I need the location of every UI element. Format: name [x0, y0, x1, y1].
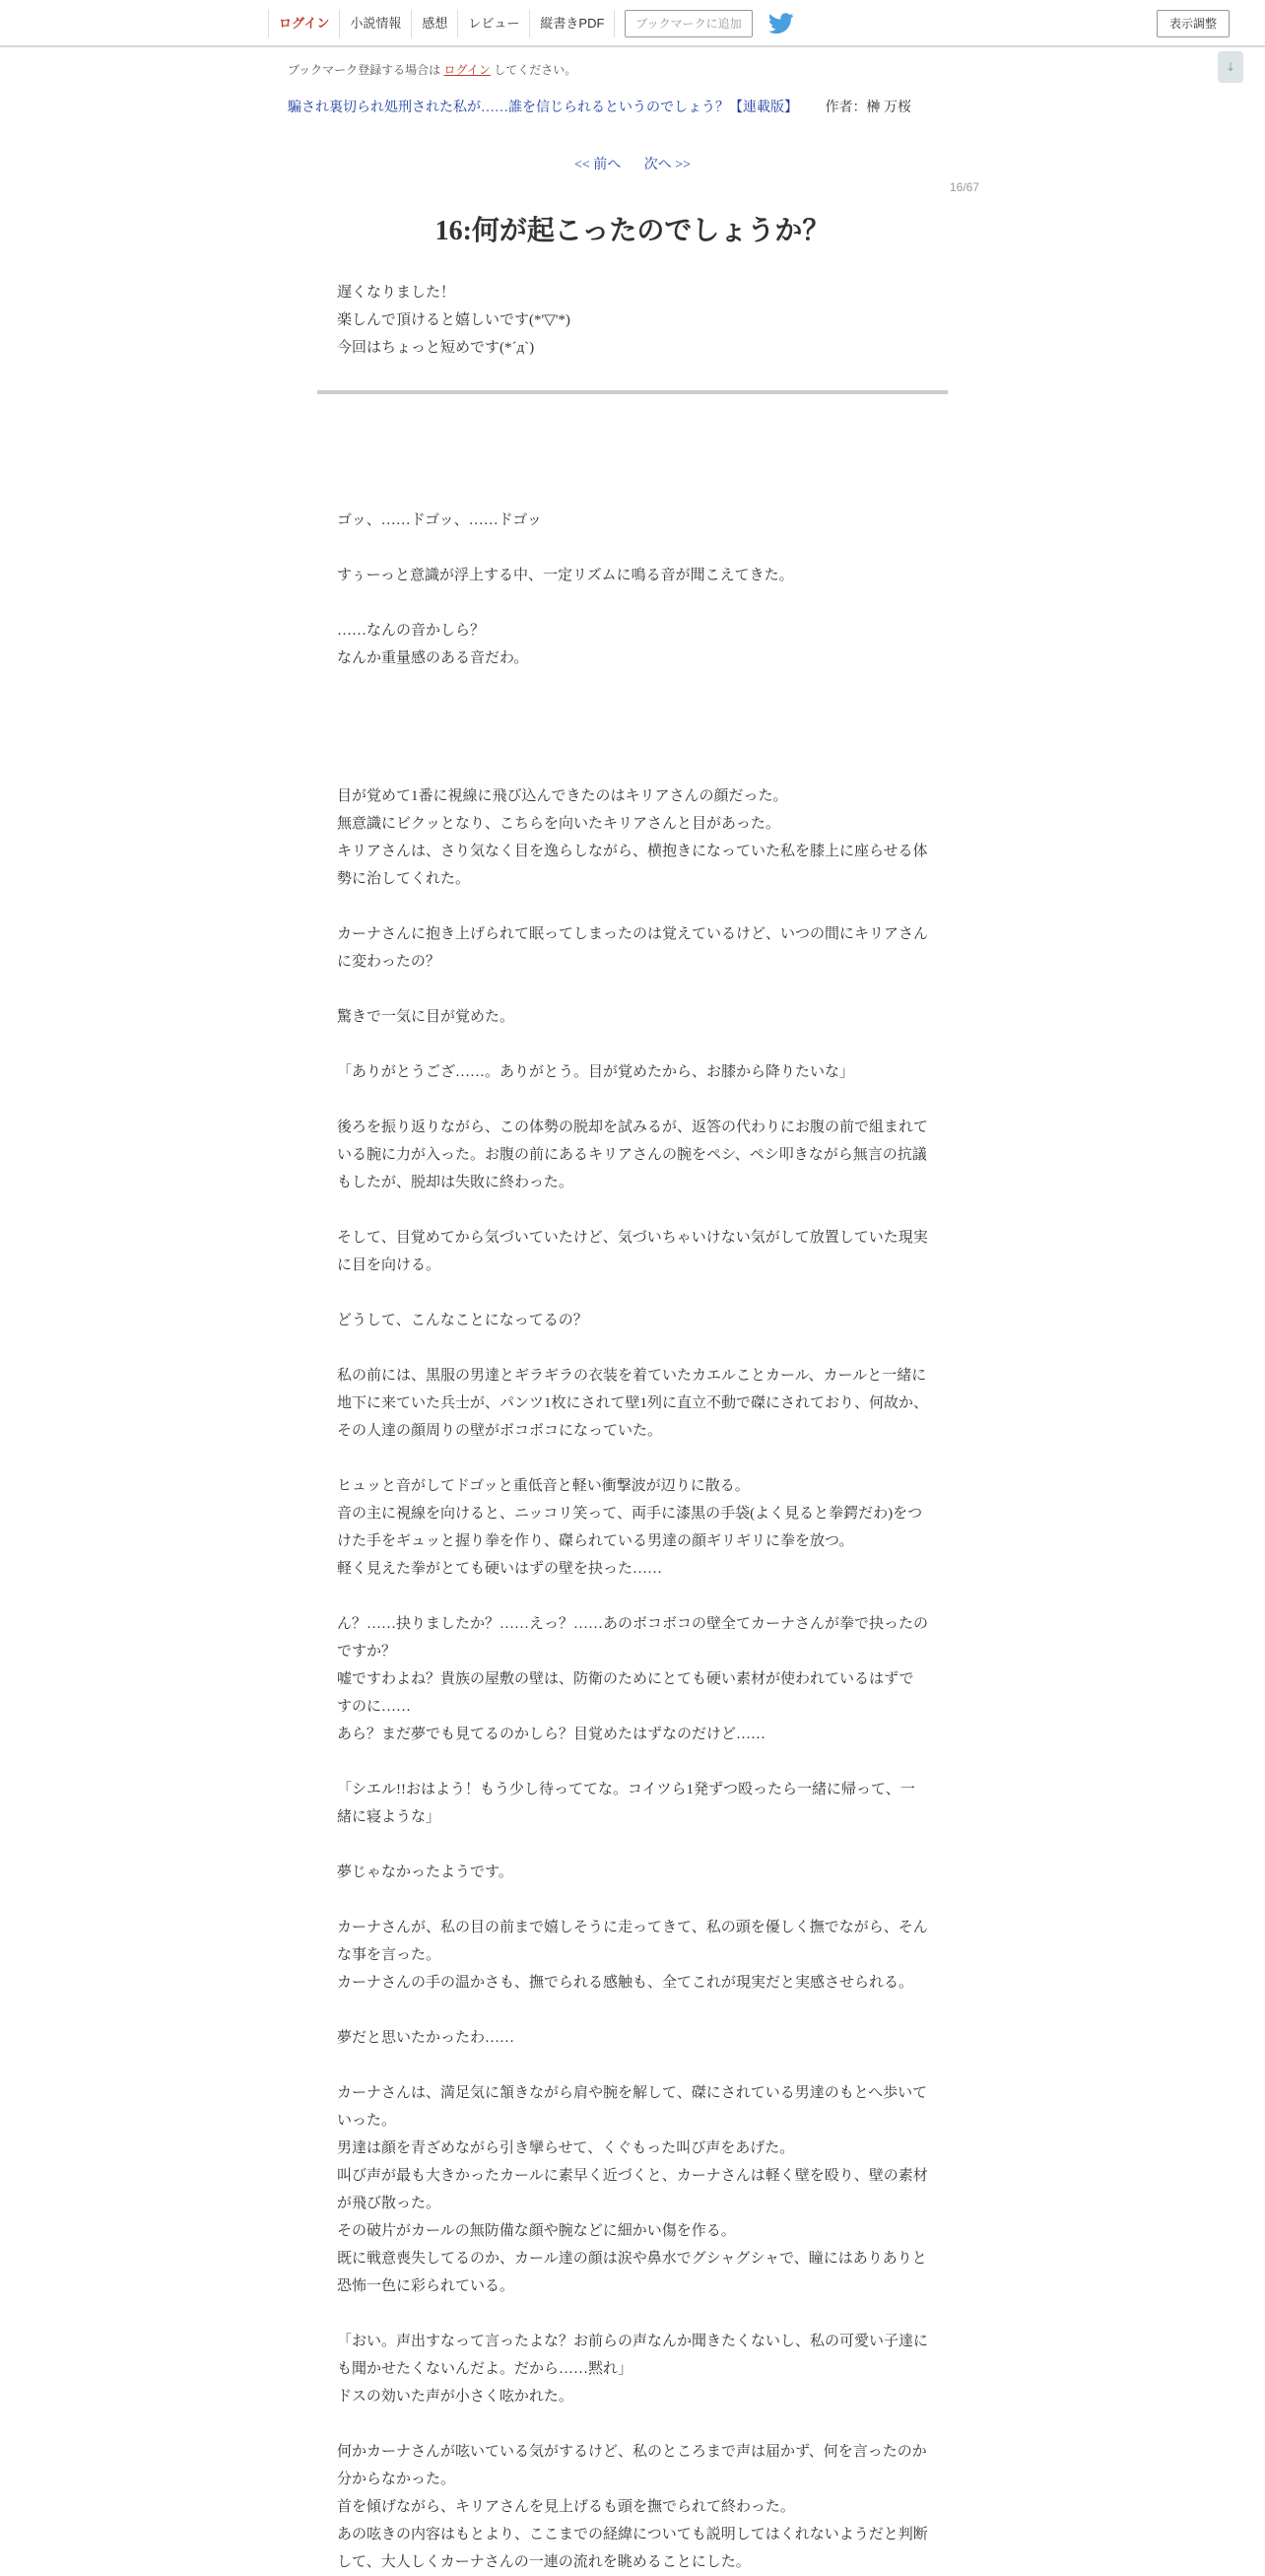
body-paragraph: 嘘ですわよね？貴族の屋敷の壁は、防衛のためにとても硬い素材が使われているはずですのに…… — [337, 1671, 914, 1715]
body-paragraph: なんか重量感のある音だわ。 — [337, 650, 529, 666]
body-paragraph: 夢じゃなかったようです。 — [337, 1864, 513, 1880]
body-paragraph: どうして、こんなことになってるの？ — [337, 1313, 588, 1328]
body-paragraph — [337, 727, 928, 755]
display-settings-button[interactable]: 表示調整 — [1157, 10, 1230, 37]
body-paragraph: カーナさんに抱き上げられて眠ってしまったのは覚えているけど、いつの間にキリアさんに変わったの？ — [337, 926, 929, 970]
body-paragraph — [337, 1086, 928, 1114]
body-paragraph: ドスの効いた声が小さく呟かれた。 — [337, 2389, 573, 2405]
body-paragraph — [337, 672, 928, 700]
body-paragraph — [337, 2052, 928, 2079]
body-paragraph — [337, 589, 928, 617]
body-paragraph — [337, 2410, 928, 2438]
body-paragraph: 驚きで一気に目が覚めた。 — [337, 1009, 515, 1025]
body-paragraph: ゴッ、……ドゴッ、……ドゴッ — [337, 512, 542, 528]
body-paragraph — [337, 534, 928, 562]
nav-novel-info[interactable]: 小説情報 — [339, 10, 411, 37]
body-paragraph — [337, 893, 928, 920]
nav-review[interactable]: レビュー — [457, 10, 529, 37]
preface-divider — [317, 390, 948, 394]
body-paragraph — [337, 1334, 928, 1362]
body-paragraph: カーナさんは、満足気に頷きながら肩や腕を解して、磔にされている男達のもとへ歩いていった。 — [337, 2085, 928, 2129]
body-paragraph: 「シエル!!おはよう！もう少し待っててな。コイツら1発ずつ殴ったら一緒に帰って、一緒に寝ような」 — [337, 1782, 915, 1825]
body-paragraph: 目が覚めて1番に視線に飛び込んできたのはキリアさんの顔だった。 — [337, 788, 788, 804]
body-paragraph: 夢だと思いたかったわ…… — [337, 2030, 515, 2046]
body-paragraph: カーナさんの手の温かさも、撫でられる感触も、全てこれが現実だと実感させられる。 — [337, 1975, 914, 1991]
scroll-down-icon[interactable]: ↓ — [1218, 51, 1243, 83]
novel-title-link[interactable]: 騙され裏切られ処刑された私が……誰を信じられるというのでしょう？【連載版】 — [288, 101, 798, 115]
body-paragraph: 後ろを振り返りながら、この体勢の脱却を試みるが、返答の代わりにお腹の前で組まれている腕に力が入った。お腹の前にあるキリアさんの腕をペシ、ペシ叩きながら無言の抗議もしたが、脱却は失敗に終わった。 — [337, 1119, 929, 1190]
nav-impressions[interactable]: 感想 — [411, 10, 457, 37]
body-paragraph — [337, 1196, 928, 1224]
prev-chapter-link[interactable]: << 前へ — [573, 158, 622, 172]
add-bookmark-button[interactable]: ブックマークに追加 — [625, 10, 752, 37]
nav-menu — [268, 10, 794, 37]
body-paragraph: 私の前には、黒服の男達とギラギラの衣装を着ていたカエルことカール、カールと一緒に地下に来ていた兵士が、パンツ1枚にされて壁1列に直立不動で磔にされており、何故か、その人達の顔周りの壁がボコボコになっていた。 — [337, 1368, 929, 1439]
body-paragraph: そして、目覚めてから気づいていたけど、気づいちゃいけない気がして放置していた現実に目を向ける。 — [337, 1230, 928, 1273]
chapter-title: 16:何が起こったのでしょうか？ — [434, 216, 831, 246]
body-paragraph — [337, 451, 928, 479]
next-chapter-link[interactable]: 次へ >> — [643, 158, 692, 172]
body-paragraph — [337, 755, 928, 782]
body-paragraph: 「おい。声出すなって言ったよな？お前らの声なんか聞きたくないし、私の可愛い子達にも聞かせたくないんだよ。だから……黙れ」 — [337, 2334, 929, 2377]
body-paragraph — [337, 1445, 928, 1472]
body-paragraph — [337, 1831, 928, 1859]
nav-login[interactable]: ログイン — [268, 10, 339, 37]
bookmark-login-link[interactable]: ログイン — [443, 63, 491, 77]
body-paragraph: その破片がカールの無防備な顔や腕などに細かい傷を作る。 — [337, 2223, 736, 2239]
nav-vertical-pdf[interactable]: 縦書きPDF — [529, 10, 615, 37]
novel-body-text — [337, 451, 928, 2576]
body-paragraph: ヒュッと音がしてドゴッと重低音と軽い衝撃波が辺りに散る。 — [337, 1478, 750, 1494]
body-paragraph: 既に戦意喪失してるのか、カール達の顔は涙や鼻水でグシャグシャで、瞳にはありありと恐怖一色に彩られている。 — [337, 2251, 927, 2294]
body-paragraph — [337, 1748, 928, 1776]
body-paragraph: 軽く見えた拳がとても硬いはずの壁を抉った…… — [337, 1561, 663, 1577]
body-paragraph: 無意識にビクッとなり、こちらを向いたキリアさんと目があった。 — [337, 816, 780, 832]
preface-text — [337, 279, 928, 362]
body-paragraph: すぅーっと意識が浮上する中、一定リズムに鳴る音が聞こえてきた。 — [337, 568, 794, 583]
body-paragraph: キリアさんは、さり気なく目を逸らしながら、横抱きになっていた私を膝上に座らせる体勢に治してくれた。 — [337, 844, 928, 887]
bookmark-note-prefix: ブックマーク登録する場合は — [288, 63, 441, 77]
body-paragraph: 男達は顔を青ざめながら引き攣らせて、くぐもった叫び声をあげた。 — [337, 2140, 795, 2156]
preface-line: 遅くなりました！ — [337, 285, 456, 301]
body-paragraph: 音の主に視線を向けると、ニッコリ笑って、両手に漆黒の手袋(よく見ると拳鍔だわ)をつけた手をギュッと握り拳を作り、磔られている男達の顔ギリギリに拳を放つ。 — [337, 1506, 923, 1549]
author-name: 作者：榊 万桜 — [825, 101, 911, 115]
body-paragraph — [337, 700, 928, 727]
preface-line: 楽しんで頂けると嬉しいです(*'▽'*) — [337, 312, 570, 328]
body-paragraph — [337, 1886, 928, 1914]
body-paragraph — [337, 479, 928, 507]
body-paragraph — [337, 1031, 928, 1058]
bookmark-login-note — [288, 61, 576, 78]
body-paragraph: ん？……抉りましたか？……えっ？……あのボコボコの壁全てカーナさんが拳で抉ったのですか？ — [337, 1616, 929, 1660]
body-paragraph: 「ありがとうござ……。ありがとう。目が覚めたから、お膝から降りたいな」 — [337, 1064, 855, 1080]
body-paragraph: あの呟きの内容はもとより、ここまでの経緯についても説明してはくれないようだと判断して、大人しくカーナさんの一連の流れを眺めることにした。 — [337, 2527, 928, 2570]
chapter-page-count: 16/67 — [950, 180, 980, 194]
body-paragraph — [337, 2300, 928, 2328]
body-paragraph: 叫び声が最も大きかったカールに素早く近づくと、カーナさんは軽く壁を殴り、壁の素材が飛び散った。 — [337, 2168, 928, 2211]
body-paragraph — [337, 976, 928, 1003]
preface-line: 今回はちょっと短めです(*´д`) — [337, 340, 535, 356]
body-paragraph: あら？まだ夢でも見てるのかしら？目覚めたはずなのだけど…… — [337, 1727, 766, 1742]
body-paragraph: ……なんの音かしら？ — [337, 623, 486, 639]
body-paragraph: 首を傾げながら、キリアさんを見上げるも頭を撫でられて終わった。 — [337, 2499, 795, 2515]
body-paragraph: カーナさんが、私の目の前まで嬉しそうに走ってきて、私の頭を優しく撫でながら、そんな事を言った。 — [337, 1920, 928, 1963]
body-paragraph — [337, 1997, 928, 2024]
twitter-bird-icon[interactable] — [768, 13, 794, 34]
body-paragraph: 何かカーナさんが呟いている気がするけど、私のところまで声は届かず、何を言ったのか分からなかった。 — [337, 2444, 927, 2487]
body-paragraph — [337, 1583, 928, 1610]
bookmark-note-suffix: してください。 — [494, 63, 577, 77]
top-nav-bar — [0, 0, 1265, 47]
novel-header — [288, 97, 911, 116]
chapter-pager — [0, 154, 1265, 173]
body-paragraph — [337, 1279, 928, 1307]
